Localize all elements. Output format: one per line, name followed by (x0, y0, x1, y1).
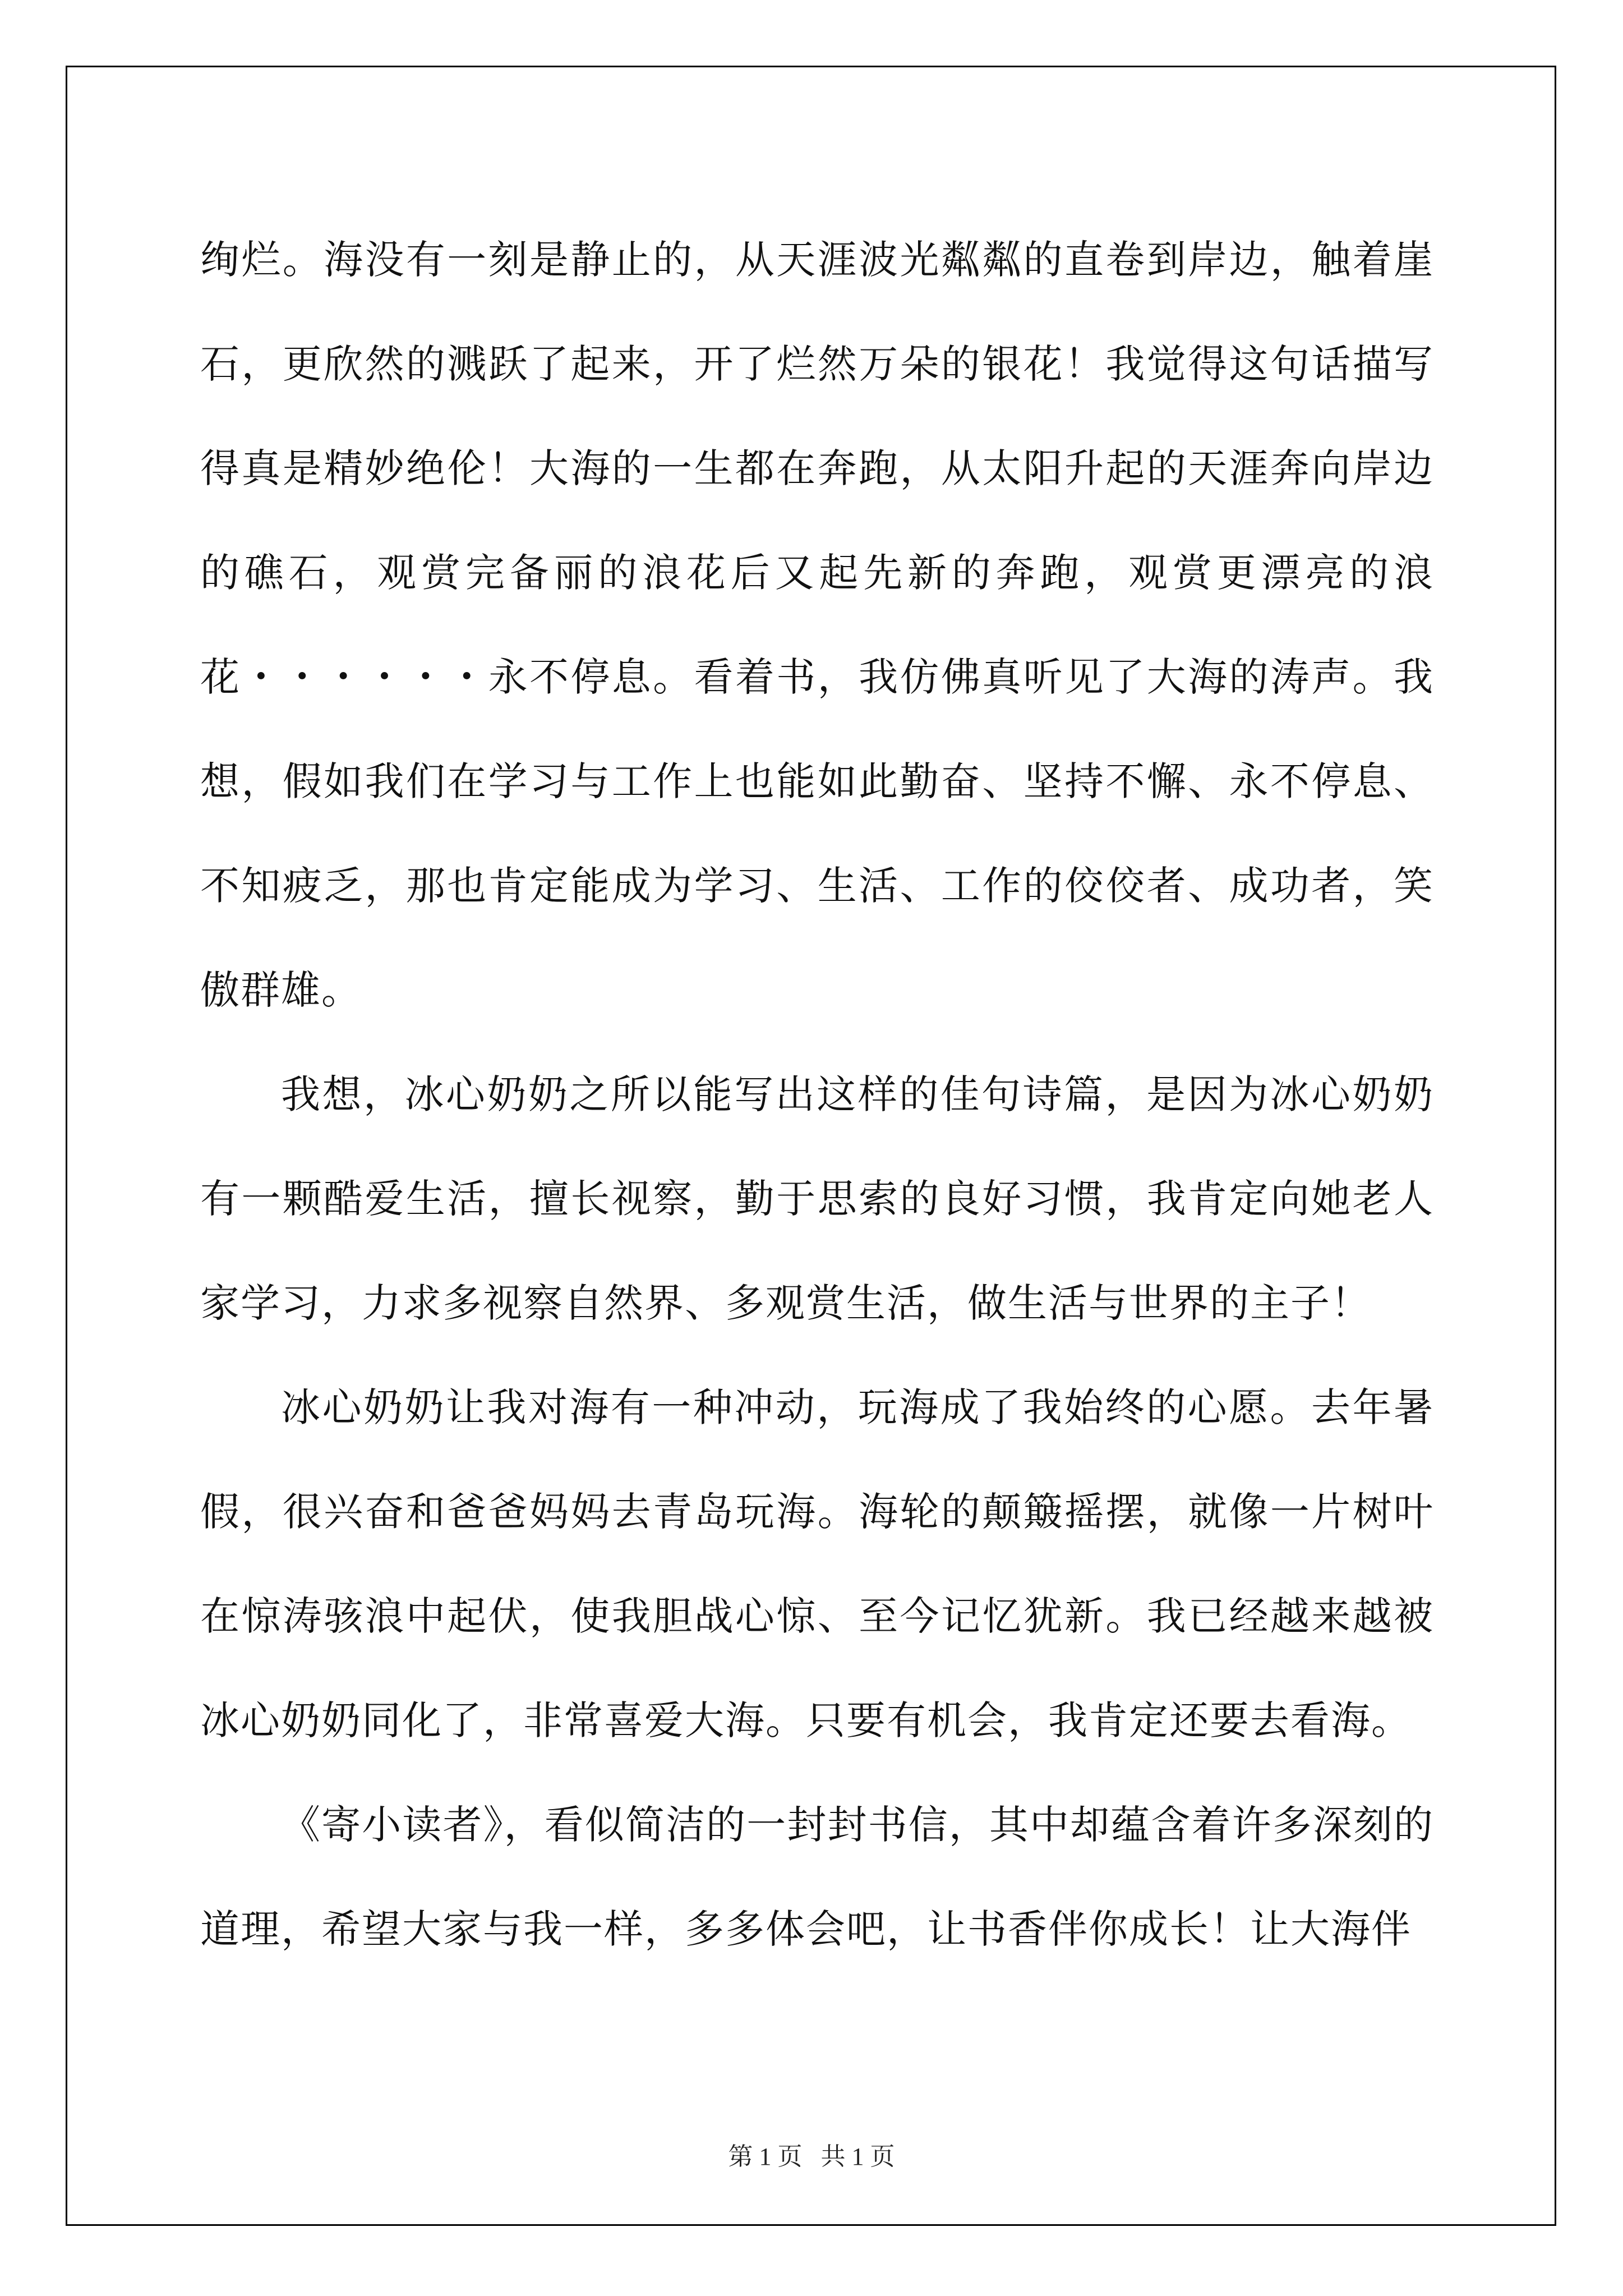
paragraph-1: 绚烂。海没有一刻是静止的，从天涯波光粼粼的直卷到岸边，触着崖石，更欣然的溅跃了起来，开了烂然万朵的银花！我觉得这句话描写得真是精妙绝伦！大海的一生都在奔跑，从太阳升起的天涯奔向岸边的礁石，观赏完备丽的浪花后又起先新的奔跑，观赏更漂亮的浪花・・・・・・永不停息。看着书，我仿佛真听见了大海的涛声。我想，假如我们在学习与工作上也能如此勤奋、坚持不懈、永不停息、不知疲乏，那也肯定能成为学习、生活、工作的佼佼者、成功者，笑傲群雄。 (200, 237, 1434, 1013)
paragraph-4: 《寄小读者》，看似简洁的一封封书信，其中却蕴含着许多深刻的道理，希望大家与我一样，多多体会吧，让书香伴你成长！让大海伴 (200, 1802, 1434, 1952)
page-number-label: 第 1 页 共 1 页 (728, 2143, 895, 2170)
document-body (200, 208, 1434, 1981)
paragraph-2: 我想，冰心奶奶之所以能写出这样的佳句诗篇，是因为冰心奶奶有一颗酷爱生活，擅长视察，勤于思索的良好习惯，我肯定向她老人家学习，力求多视察自然界、多观赏生活，做生活与世界的主子！ (200, 1071, 1434, 1326)
page-footer (0, 2140, 1623, 2174)
paragraph-3: 冰心奶奶让我对海有一种冲动，玩海成了我始终的心愿。去年暑假，很兴奋和爸爸妈妈去青岛玩海。海轮的颠簸摇摆，就像一片树叶在惊涛骇浪中起伏，使我胆战心惊、至今记忆犹新。我已经越来越被冰心奶奶同化了，非常喜爱大海。只要有机会，我肯定还要去看海。 (200, 1384, 1434, 1743)
